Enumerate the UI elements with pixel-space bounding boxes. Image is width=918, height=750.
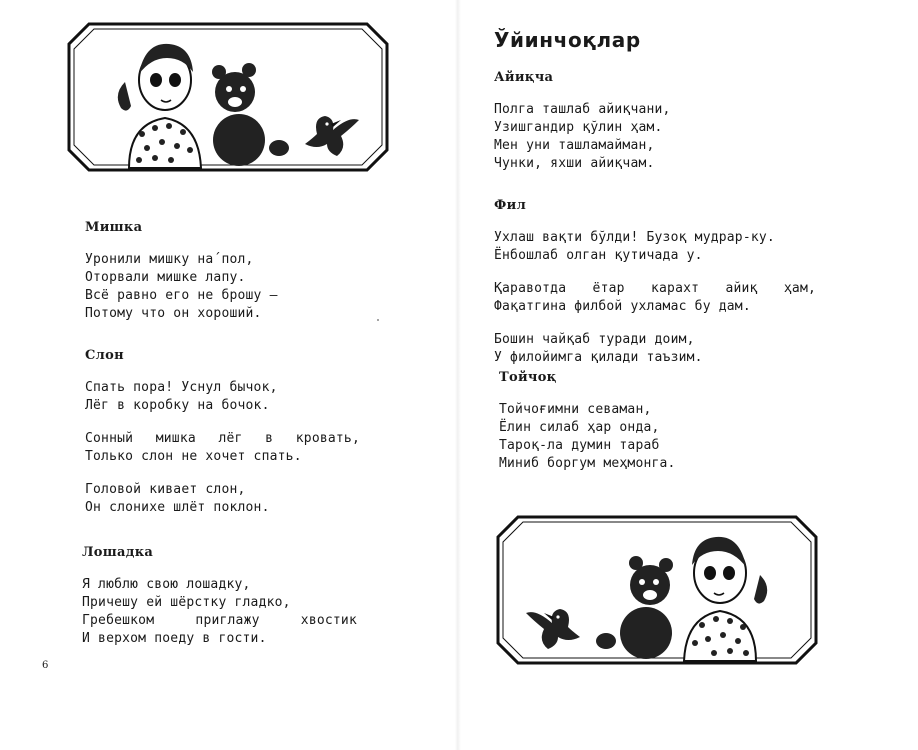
poem-title: Тойчоқ xyxy=(499,370,557,385)
poem-line: Сонный мишка лёг в кровать, xyxy=(85,431,360,446)
girl-figure xyxy=(684,537,767,661)
section-title: Ўйинчоқлар xyxy=(494,28,641,52)
poem-loshadka xyxy=(82,545,357,663)
poem-line: Только слон не хочет спать. xyxy=(85,449,302,464)
stanza xyxy=(499,401,759,473)
girl-figure xyxy=(118,44,201,168)
stanza xyxy=(494,229,816,265)
poem-title: Айиқча xyxy=(494,70,554,85)
poem-line: Узишгандир қўлин ҳам. xyxy=(494,120,663,135)
poem-line: Гребешком приглажу хвостик xyxy=(82,613,357,628)
poem-line: Ёнбошлаб олган қутичада у. xyxy=(494,248,703,263)
poem-line: Уронили мишку на´пол, xyxy=(85,252,254,267)
poem-line: Ёлин силаб ҳар онда, xyxy=(499,420,660,435)
poem-title: Фил xyxy=(494,198,527,213)
poem-line: Бошин чайқаб туради доим, xyxy=(494,332,695,347)
poem-line: Всё равно его не брошу — xyxy=(85,288,278,303)
bear-figure xyxy=(596,556,678,659)
poem-line: Ухлаш вақти бўлди! Бузоқ мудрар-ку. xyxy=(494,230,775,245)
poem-line: Тароқ-ла думин тараб xyxy=(499,438,660,453)
poem-line: Причешу ей шёрстку гладко, xyxy=(82,595,291,610)
poem-line: У филойимга қилади таъзим. xyxy=(494,350,703,365)
stanza xyxy=(85,430,360,466)
poem-toychoq xyxy=(499,370,759,488)
print-speck xyxy=(377,319,379,321)
poem-title: Мишка xyxy=(85,220,143,235)
bird-figure xyxy=(526,609,580,649)
poem-line: Лёг в коробку на бочок. xyxy=(85,398,270,413)
poem-title: Лошадка xyxy=(82,545,154,560)
illustration-girl-with-bear-top xyxy=(67,22,389,172)
stanza xyxy=(494,331,816,367)
poem-line: Фақатгина филбой ухламас бу дам. xyxy=(494,299,751,314)
illustration-girl-with-bear-bottom xyxy=(496,515,818,665)
left-page xyxy=(0,0,455,750)
right-page xyxy=(461,0,918,750)
stanza xyxy=(494,101,754,173)
stanza xyxy=(494,280,816,316)
poem-mishka xyxy=(85,220,315,338)
stanza xyxy=(82,576,357,648)
poem-line: Я люблю свою лошадку, xyxy=(82,577,251,592)
stanza xyxy=(85,379,360,415)
poem-line: Потому что он хороший. xyxy=(85,306,262,321)
page-number: 6 xyxy=(42,660,49,671)
bear-figure xyxy=(207,63,289,166)
poem-ayiqcha xyxy=(494,70,754,188)
poem-line: Миниб боргум меҳмонга. xyxy=(499,456,676,471)
poem-title: Слон xyxy=(85,348,124,363)
poem-line: Оторвали мишке лапу. xyxy=(85,270,246,285)
poem-line: Қаравотда ётар карахт айиқ ҳам, xyxy=(494,281,816,296)
poem-fil xyxy=(494,198,816,382)
poem-line: Мен уни ташламайман, xyxy=(494,138,655,153)
poem-line: Головой кивает слон, xyxy=(85,482,246,497)
poem-line: Полга ташлаб айиқчани, xyxy=(494,102,671,117)
poem-line: И верхом поеду в гости. xyxy=(82,631,267,646)
poem-slon xyxy=(85,348,360,532)
stanza xyxy=(85,251,315,323)
poem-line: Тойчоғимни севаман, xyxy=(499,402,652,417)
poem-line: Чунки, яхши айиқчам. xyxy=(494,156,655,171)
bird-figure xyxy=(305,116,359,156)
poem-line: Спать пора! Уснул бычок, xyxy=(85,380,278,395)
poem-line: Он слонихе шлёт поклон. xyxy=(85,500,270,515)
stanza xyxy=(85,481,360,517)
